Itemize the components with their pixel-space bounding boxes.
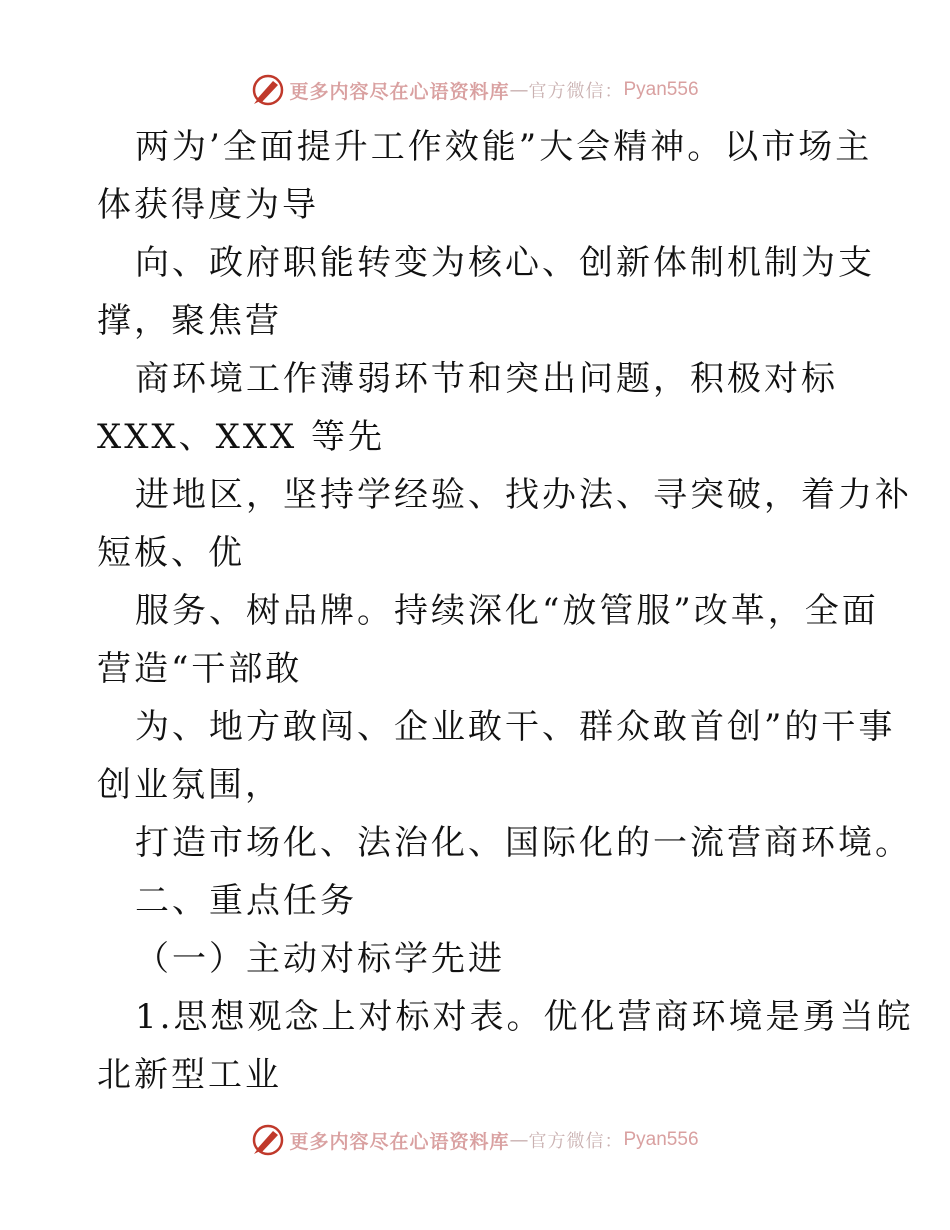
- section-heading: 二、重点任务: [135, 881, 357, 921]
- watermark-sub-text: 官方微信：: [528, 1131, 624, 1152]
- body-line: 短板、优: [97, 533, 245, 573]
- footer-watermark: [0, 1122, 950, 1158]
- document-body: [97, 118, 914, 1104]
- watermark-main-text: 更多内容尽在心语资料库: [289, 80, 510, 103]
- body-line: 北新型工业: [97, 1055, 282, 1095]
- body-line: XXX、XXX 等先: [97, 417, 386, 457]
- pen-circle-logo-icon: [251, 73, 285, 107]
- watermark-dash: —: [509, 1129, 529, 1151]
- watermark-sub-text: 官方微信：: [528, 81, 624, 102]
- header-watermark: [0, 72, 950, 108]
- body-line: 创业氛围，: [97, 765, 282, 805]
- body-line: 商环境工作薄弱环节和突出问题，积极对标: [135, 359, 838, 399]
- body-line: 进地区，坚持学经验、找办法、寻突破，着力补: [135, 475, 912, 515]
- watermark-wechat-id: Pyan556: [623, 79, 699, 100]
- body-line: 1.思想观念上对标对表。优化营商环境是勇当皖: [135, 997, 914, 1037]
- watermark-main-text: 更多内容尽在心语资料库: [289, 1130, 510, 1153]
- watermark-wechat-id: Pyan556: [623, 1129, 699, 1150]
- subsection-heading: （一）主动对标学先进: [135, 939, 505, 979]
- body-line: 向、政府职能转变为核心、创新体制机制为支: [135, 243, 875, 283]
- body-line: 撑，聚焦营: [97, 301, 282, 341]
- pen-circle-logo-icon: [251, 1123, 285, 1157]
- body-line: 打造市场化、法治化、国际化的一流营商环境。: [135, 823, 912, 863]
- body-line: 体获得度为导: [97, 185, 319, 225]
- body-line: 营造“干部敢: [97, 649, 303, 689]
- body-line: 两为’全面提升工作效能”大会精神。以市场主: [135, 127, 873, 167]
- body-line: 为、地方敢闯、企业敢干、群众敢首创”的干事: [135, 707, 896, 747]
- body-line: 服务、树品牌。持续深化“放管服”改革，全面: [135, 591, 879, 631]
- watermark-dash: —: [509, 79, 529, 101]
